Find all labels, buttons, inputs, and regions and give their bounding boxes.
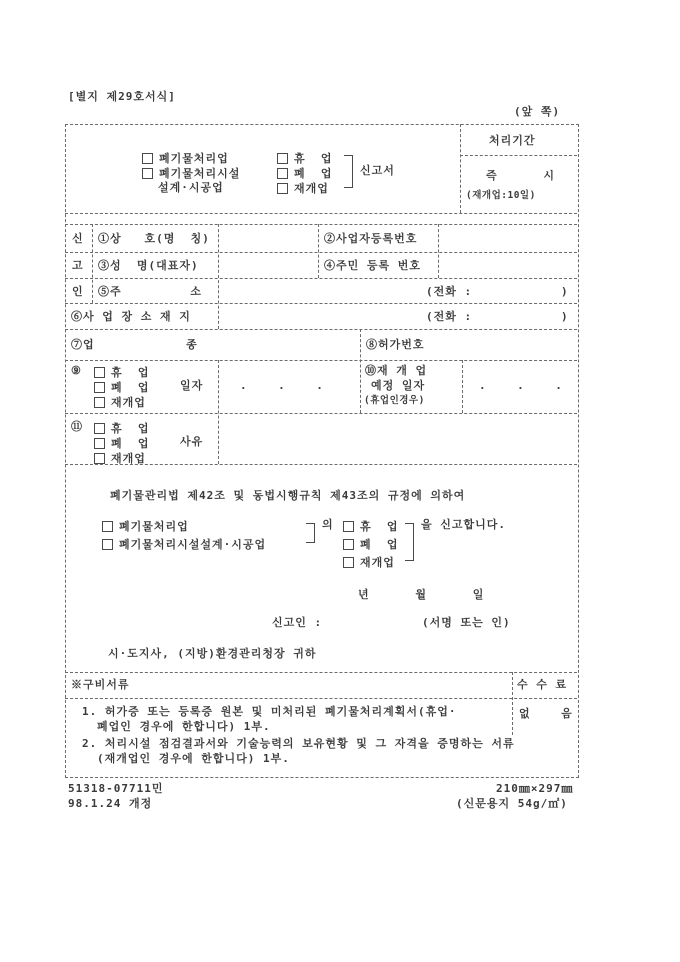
decl-checkbox-waste-facility-design-business[interactable] — [102, 536, 266, 552]
checkbox-icon — [94, 438, 105, 449]
business-site-label: ⑥사 업 장 소 재 지 — [71, 310, 191, 323]
checkbox-label: 휴 업 — [360, 520, 399, 533]
address-phone-label: (전화 : — [426, 285, 473, 298]
page-side-label: (앞 쪽) — [514, 105, 561, 118]
reason-suffix-label: 사유 — [180, 435, 204, 448]
applicant-letter-1: 신 — [72, 232, 84, 245]
divider-line — [318, 224, 319, 278]
checkbox-icon — [343, 557, 354, 568]
document-code: 51318-07711민 — [68, 782, 164, 795]
facility-design-label-line2: 설계·시공업 — [158, 181, 224, 194]
input-address[interactable] — [222, 281, 422, 301]
checkbox-closure[interactable] — [277, 165, 333, 181]
checkbox-label: 휴 업 — [111, 422, 150, 435]
processing-period-header: 처리기간 — [489, 134, 536, 147]
input-resume-date-dots[interactable]: . . . — [479, 379, 563, 392]
checkbox-icon — [94, 423, 105, 434]
decl-checkbox-resumption[interactable] — [343, 554, 395, 570]
date-line: 년 월 일 — [358, 588, 485, 601]
divider-line — [65, 224, 577, 225]
paper-spec: (신문용지 54g/㎡) — [456, 797, 568, 810]
site-phone-label: (전화 : — [426, 310, 473, 323]
business-reg-no-label: ②사업자등록번호 — [324, 232, 418, 245]
processing-period-note: (재개업:10일) — [466, 190, 536, 201]
checkbox-label: 재개업 — [360, 556, 395, 569]
attachment-item-2-line-2: (재개업인 경우에 한합니다) 1부. — [97, 752, 290, 765]
checkbox-closure-reason[interactable] — [94, 435, 150, 451]
input-representative-name[interactable] — [222, 255, 316, 276]
declaration-intro: 폐기물관리법 제42조 및 동법시행규칙 제43조의 규정에 의하여 — [110, 489, 466, 502]
checkbox-icon — [102, 539, 113, 550]
checkbox-label: 재개업 — [294, 182, 329, 195]
checkbox-resumption-date[interactable] — [94, 394, 146, 410]
checkbox-label: 재개업 — [111, 396, 146, 409]
input-address-phone[interactable] — [472, 281, 558, 301]
divider-line — [65, 360, 577, 361]
applicant-letter-3: 인 — [72, 285, 84, 298]
representative-name-label: ③성 명(대표자) — [98, 259, 199, 272]
checkbox-resumption-reason[interactable] — [94, 450, 146, 466]
checkbox-label: 폐 업 — [111, 437, 150, 450]
divider-line — [65, 329, 577, 330]
paper-size: 210㎜×297㎜ — [496, 782, 574, 795]
divider-line — [65, 672, 577, 673]
permit-no-label: ⑧허가번호 — [366, 338, 425, 351]
input-site-phone[interactable] — [472, 306, 558, 327]
checkbox-suspension[interactable] — [277, 150, 333, 166]
address-phone-close: ) — [561, 285, 569, 298]
processing-period-value: 즉 시 — [486, 169, 555, 182]
decl-checkbox-suspension[interactable] — [343, 518, 399, 534]
checkbox-icon — [94, 397, 105, 408]
checkbox-label: 폐기물처리시설설계·시공업 — [119, 538, 267, 551]
input-permit-no[interactable] — [432, 332, 575, 358]
brace-icon — [405, 523, 414, 561]
checkbox-icon — [277, 183, 288, 194]
checkbox-closure-date[interactable] — [94, 379, 150, 395]
divider-line — [512, 672, 513, 735]
checkbox-icon — [94, 453, 105, 464]
attachment-item-1-line-2: 폐업인 경우에 한합니다) 1부. — [97, 720, 271, 733]
input-status-date-dots[interactable]: . . . — [240, 379, 324, 392]
attachment-item-2-line-1: 2. 처리시설 점검결과서와 기술능력의 보유현황 및 그 자격을 증명하는 서류 — [82, 737, 515, 750]
input-business-reg-no[interactable] — [442, 227, 575, 250]
divider-line — [460, 124, 461, 213]
site-phone-close: ) — [561, 310, 569, 323]
resume-date-label-line2: 예정 일자 — [371, 379, 426, 392]
checkbox-waste-facility-design-business[interactable] — [142, 165, 240, 181]
checkbox-icon — [343, 521, 354, 532]
checkbox-icon — [94, 367, 105, 378]
checkbox-label: 재개업 — [111, 452, 146, 465]
checkbox-icon — [142, 153, 153, 164]
checkbox-icon — [343, 539, 354, 550]
row9-number: ⑨ — [71, 364, 82, 377]
resident-reg-no-label: ④주민 등록 번호 — [324, 259, 422, 272]
divider-line — [65, 252, 577, 253]
checkbox-resumption[interactable] — [277, 180, 329, 196]
checkbox-label: 폐 업 — [294, 167, 333, 180]
checkbox-suspension-date[interactable] — [94, 364, 150, 380]
divider-line — [65, 303, 577, 304]
checkbox-label: 폐 업 — [111, 381, 150, 394]
divider-line — [92, 224, 93, 303]
checkbox-waste-treatment-business[interactable] — [142, 150, 229, 166]
checkbox-icon — [94, 382, 105, 393]
input-reason[interactable] — [222, 416, 575, 462]
divider-line — [65, 213, 577, 214]
brace-icon — [344, 155, 353, 188]
resume-date-label-line3: (휴업인경우) — [364, 395, 425, 406]
form-designation: [별지 제29호서식] — [68, 90, 176, 103]
checkbox-label: 폐 업 — [360, 538, 399, 551]
date-suffix-label: 일자 — [180, 379, 204, 392]
declaration-closing: 을 신고합니다. — [421, 518, 507, 531]
checkbox-label: 휴 업 — [111, 366, 150, 379]
checkbox-label: 휴 업 — [294, 152, 333, 165]
fee-header: 수 수 료 — [517, 678, 568, 691]
checkbox-label: 폐기물처리업 — [119, 520, 189, 533]
divider-line — [218, 360, 219, 464]
divider-line — [65, 698, 577, 699]
checkbox-suspension-reason[interactable] — [94, 420, 150, 436]
checkbox-label: 폐기물처리업 — [159, 152, 229, 165]
divider-line — [462, 360, 463, 413]
row11-number: ⑪ — [71, 420, 83, 433]
divider-line — [460, 155, 577, 156]
declarant-label: 신고인 : — [272, 616, 323, 629]
checkbox-icon — [142, 168, 153, 179]
attachments-header: ※구비서류 — [71, 678, 130, 691]
report-title: 신고서 — [360, 164, 395, 177]
checkbox-label: 폐기물처리시설 — [159, 167, 241, 180]
fee-value: 없 음 — [519, 707, 573, 720]
applicant-letter-2: 고 — [72, 259, 84, 272]
divider-line — [65, 413, 577, 414]
resume-date-label-line1: ⑩재 개 업 — [365, 364, 428, 377]
brace-icon — [306, 523, 315, 543]
checkbox-icon — [102, 521, 113, 532]
attachment-item-1-line-1: 1. 허가증 또는 등록증 원본 및 미처리된 폐기물처리계획서(휴업· — [82, 705, 457, 718]
business-type-label: ⑦업 종 — [71, 338, 198, 351]
divider-line — [65, 278, 577, 279]
input-site-address[interactable] — [222, 306, 422, 327]
divider-line — [218, 224, 219, 329]
decl-checkbox-waste-treatment-business[interactable] — [102, 518, 189, 534]
input-resident-reg-no[interactable] — [442, 255, 575, 276]
company-name-label: ①상 호(명 칭) — [98, 232, 210, 245]
address-label: ⑤주 소 — [98, 285, 202, 298]
checkbox-icon — [277, 153, 288, 164]
declaration-particle: 의 — [322, 518, 334, 531]
input-business-type[interactable] — [225, 332, 358, 358]
input-declarant-name[interactable] — [335, 612, 415, 630]
revision-date: 98.1.24 개정 — [68, 797, 153, 810]
decl-checkbox-closure[interactable] — [343, 536, 399, 552]
divider-line — [438, 224, 439, 278]
divider-line — [360, 329, 361, 413]
signature-note: (서명 또는 인) — [422, 616, 511, 629]
checkbox-icon — [277, 168, 288, 179]
input-company-name[interactable] — [222, 227, 316, 250]
addressee-line: 시·도지사, (지방)환경관리청장 귀하 — [108, 647, 317, 660]
